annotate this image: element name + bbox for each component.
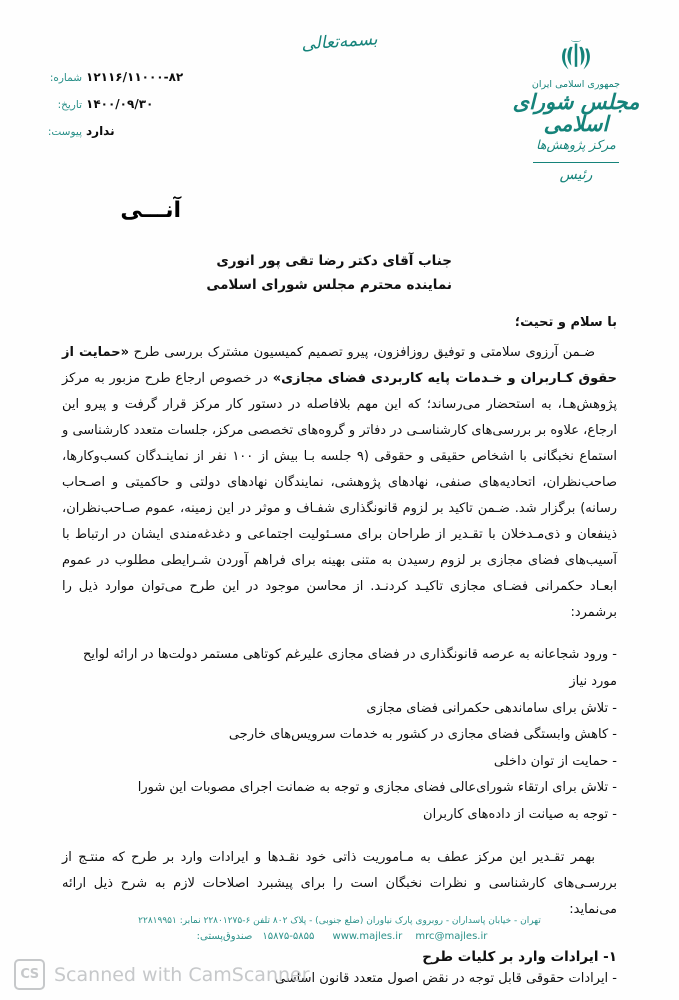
paragraph-part-1: ضـمن آرزوی سلامتی و توفیق روزافزون، پیرو تصمیم کمیسیون مشترک بررسی طرح bbox=[129, 345, 595, 361]
camscanner-logo-icon: CS bbox=[14, 959, 45, 990]
camscanner-label: Scanned with CamScanner bbox=[54, 963, 310, 986]
footer-website[interactable]: www.majles.ir bbox=[332, 931, 403, 942]
list-item: - کاهش وابستگی فضای مجازی در کشور به خدمات سرویس‌های خارجی bbox=[228, 727, 617, 743]
reference-value-number: ۱۲۱۱۶/۱۱۰۰۰-۸۲ bbox=[86, 70, 184, 84]
footer-postal-label: صندوق‌پستی: bbox=[196, 931, 253, 942]
letterhead-research-center: مرکز پژوهش‌ها bbox=[536, 137, 616, 153]
list-item: - تلاش برای ساماندهی حکمرانی فضای مجازی bbox=[366, 700, 617, 716]
section-item: - ایرادات حقوقی قابل توجه در نقض اصول متعدد قانون اساسی bbox=[274, 970, 617, 986]
section-heading: ۱- ایرادات وارد بر کلیات طرح bbox=[422, 948, 617, 965]
addressee-title: نماینده محترم مجلس شورای اسلامی bbox=[206, 276, 452, 293]
reference-label-date: تاریخ: bbox=[57, 99, 82, 111]
letterhead-country: جمهوری اسلامی ایران bbox=[531, 79, 621, 90]
basmala-text: بسمه‌تعالی bbox=[300, 29, 379, 55]
bill-title-emphasis: «حمایت از حقوق کـاربران و خـدمات پایه کاربردی فضای مجازی» bbox=[62, 345, 617, 387]
footer bbox=[0, 916, 679, 942]
paragraph-part-2: در خصوص ارجاع طرح مزبور به مرکز پژوهش‌هـا، به استحضار می‌رساند؛ که این مهم بلافاصله در دستور کار مرکز قرار گرفت و پیرو این ارجاع، علاوه بر بررسی‌های کارشناسـی در دفاتر و گروه‌های تخصصی مرکز، جلسات متعدد کارشناسی و استماع نخبگانی با اشخاص حقیقی و حقوقی (۹ جلسه بـا بیش از ۱۰۰ نفر از نماینـدگان کسب‌وکارها، صاحب‌نظران، اتحادیه‌های صنفی، نهادهای پژوهشی، نمایندگان نهادهای دولتی و حاکمیتی و اصـحاب رسانه) برگزار شد. ضـمن تاکید بر لزوم قانونگذاری شفـاف و موثر در این زمینه، عموم صـاحب‌نظران، ذینفعان و ذی‌مـدخلان با تقـدیر از طراحان برای مسـئولیت اجتماعی و دغدغه‌مندی ایشان در ارتباط با آسیب‌های فضای مجازی بر لزوم رسیدن به متنی بهینه برای فراهم آوردن شـرایطی مطلوب در عموم ابعـاد حکمرانی فضـای مجازی تاکیـد کردنـد. از محاسن موجود در این طرح می‌توان موارد ذیل را برشمرد: bbox=[62, 371, 617, 621]
camscanner-watermark bbox=[14, 959, 310, 990]
list-item: - توجه به صیانت از داده‌های کاربران bbox=[423, 807, 617, 823]
reference-label-attachment: پیوست: bbox=[47, 126, 82, 138]
merits-list bbox=[62, 642, 617, 828]
closing-paragraph bbox=[62, 845, 617, 923]
closing-text: بهمر تقـدیر این مرکز عطف به مـاموریت ذاتی خود نقـدها و ایرادات وارد بر طرح که منتـج از بررسـی‌های کارشناسی و نظرات نخبگان است را برای پیشبرد اصلاحات لازم به شرح ذیل ارائه می‌نماید: bbox=[62, 849, 617, 917]
reference-value-attachment: ندارد bbox=[86, 124, 115, 138]
addressee-block bbox=[62, 250, 452, 297]
greeting-text: با سلام و تحیت؛ bbox=[514, 315, 617, 331]
footer-postal bbox=[192, 931, 320, 942]
addressee-name: جناب آقای دکتر رضا تقی پور انوری bbox=[216, 253, 452, 269]
letterhead bbox=[501, 34, 651, 183]
reference-fields bbox=[26, 70, 201, 151]
footer-contact bbox=[0, 931, 679, 942]
letterhead-assembly: مجلس شورای اسلامی bbox=[512, 89, 640, 137]
urgency-marker: آنـــی bbox=[120, 198, 181, 223]
list-item: - ورود شجاعانه به عرصه قانونگذاری در فضای مجازی علیرغم کوتاهی مستمر دولت‌ها در ارائه لوایح مورد نیاز bbox=[82, 647, 617, 689]
list-item: - حمایت از توان داخلی bbox=[493, 753, 617, 769]
list-item: - تلاش برای ارتقاء شورای‌عالی فضای مجازی و توجه به ضمانت اجرای مصوبات این شورا bbox=[137, 780, 617, 796]
reference-label-number: شماره: bbox=[49, 72, 82, 84]
footer-email[interactable]: mrc@majles.ir bbox=[415, 931, 488, 942]
iran-emblem-icon bbox=[501, 34, 651, 76]
reference-value-date: ۱۴۰۰/۰۹/۳۰ bbox=[86, 97, 154, 111]
reference-row-number bbox=[26, 70, 201, 84]
footer-address: تهران - خیابان پاسداران - روبروی پارک نیاوران (ضلع جنوبی) - پلاک ۸۰۲ تلفن ۶-۲۲۸۰۱۲۷۵ نمابر: ۲۲۸۱۹۹۵۱ bbox=[138, 916, 541, 926]
letterhead-divider bbox=[533, 162, 619, 163]
letter-body bbox=[62, 250, 617, 986]
reference-row-attachment bbox=[26, 124, 201, 138]
footer-postal-value: ۱۵۸۷۵-۵۸۵۵ bbox=[262, 931, 315, 942]
reference-row-date bbox=[26, 97, 201, 111]
paragraph-main bbox=[62, 340, 617, 626]
letterhead-role: رئیس bbox=[559, 167, 593, 184]
